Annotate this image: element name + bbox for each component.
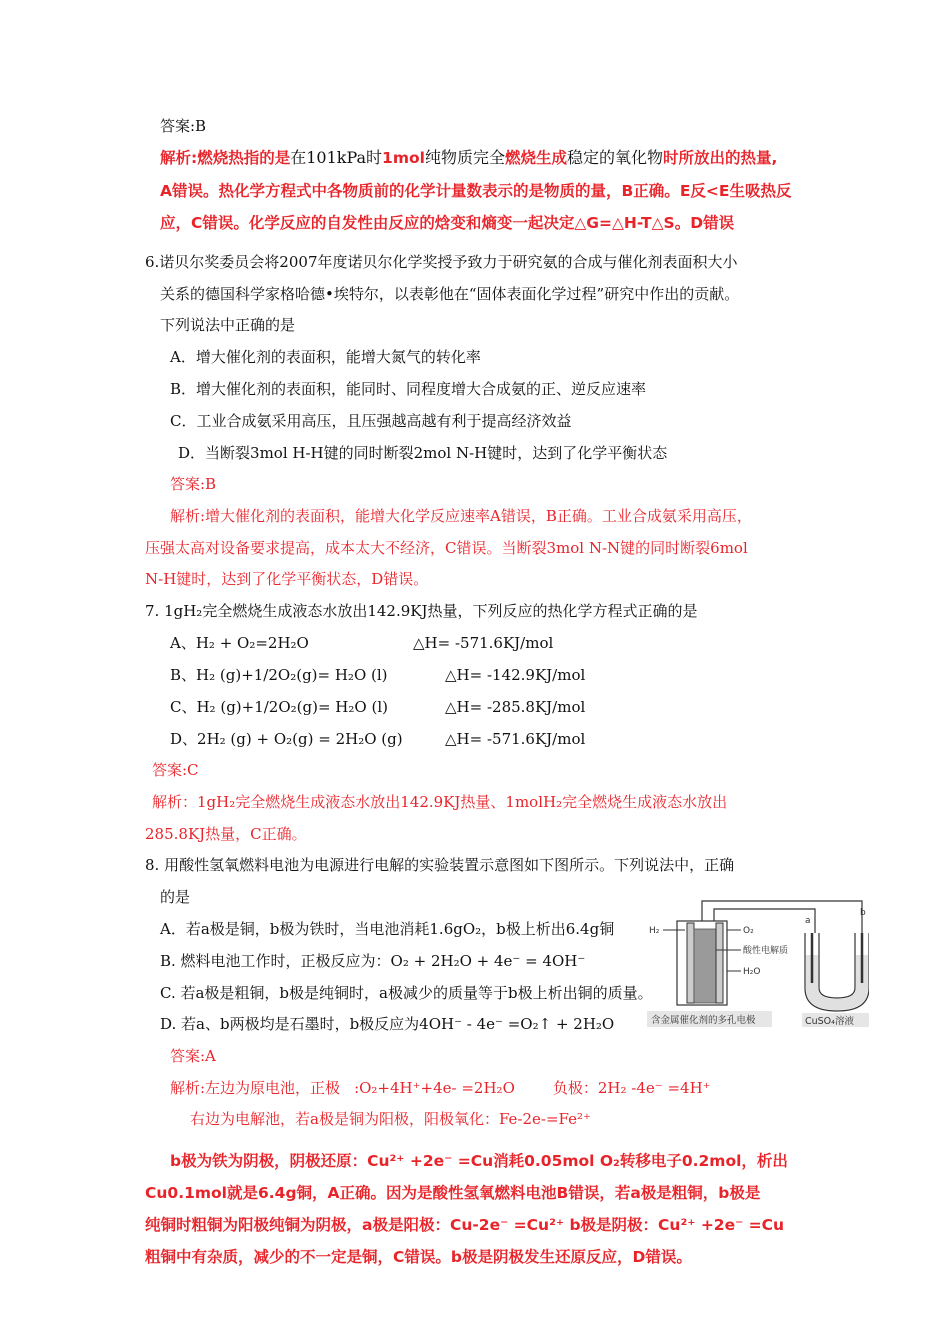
q8-explanation-line4: Cu0.1mol就是6.4g铜，A正确。因为是酸性氢氧燃料电池B错误，若a极是粗铜，b极是 [145, 1184, 761, 1202]
q7-option-b-dh: △H= -142.9KJ/mol [445, 666, 586, 684]
q7-option-b: B、H₂ (g)+1/2O₂(g)= H₂O (l) [170, 666, 388, 684]
q5-expl-seg-e: 燃烧生成 [504, 149, 567, 167]
electrolyte-region [694, 929, 716, 1003]
q8-answer: 答案:A [170, 1047, 216, 1065]
caption-right: CuSO₄溶液 [805, 1016, 854, 1027]
q5-explanation-line3: 应，C错误。化学反应的自发性由反应的焓变和熵变一起决定△G=△H-T△S。D错误 [160, 214, 735, 232]
caption-left: 含金属催化剂的多孔电极 [651, 1015, 756, 1026]
q6-option-c: C．工业合成氨采用高压，且压强越高越有利于提高经济效益 [170, 412, 572, 430]
q6-option-b: B．增大催化剂的表面积，能同时、同程度增大合成氨的正、逆反应速率 [170, 380, 647, 398]
q5-expl-seg-f: 稳定的氧化物 [566, 148, 663, 167]
q8-explanation-line1 [170, 1078, 711, 1098]
q5-explanation-line2: A错误。热化学方程式中各物质前的化学计量数表示的是物质的量，B正确。E反<E生吸热反 [160, 182, 792, 200]
label-electrolyte: 酸性电解质 [743, 946, 789, 956]
q8-explanation-line5: 纯铜时粗铜为阳极纯铜为阴极，a极是阳极：Cu-2e⁻ =Cu²⁺ b极是阴极：Cu²⁺ +2e⁻ =Cu [145, 1216, 785, 1234]
q6-answer: 答案:B [170, 475, 217, 493]
q8-explanation-line2: 右边为电解池，若a极是铜为阳极，阳极氧化：Fe-2e-=Fe²⁺ [190, 1110, 591, 1128]
q6-stem-line2: 关系的德国科学家格哈德•埃特尔，以表彰他在“固体表面化学过程”研究中作出的贡献。 [160, 285, 740, 303]
q5-expl-seg-d: 纯物质完全 [424, 148, 505, 167]
q5-expl-seg-b: 在101kPa时 [290, 148, 383, 167]
q6-explanation-line1: 解析:增大催化剂的表面积，能增大化学反应速率A错误，B正确。工业合成氨采用高压， [170, 507, 752, 525]
electrolysis-apparatus-diagram [647, 893, 869, 1028]
q7-answer: 答案:C [152, 761, 199, 779]
label-h2o: H₂O [743, 967, 761, 977]
q8-explanation-line6: 粗铜中有杂质，减少的不一定是铜，C错误。b极是阴极发生还原反应，D错误。 [145, 1248, 692, 1266]
q5-expl-seg-g: 时所放出的热量, [662, 149, 778, 167]
q7-explanation-line1: 解析：1gH₂完全燃烧生成液态水放出142.9KJ热量、1molH₂完全燃烧生成液态水放出 [152, 793, 728, 811]
q8-explanation-line3: b极为铁为阴极，阴极还原：Cu²⁺ +2e⁻ =Cu消耗0.05mol O₂转移电子0.2mol，析出 [170, 1152, 788, 1170]
q5-expl-seg-a: 解析:燃烧热指的是 [160, 149, 291, 167]
q7-option-c: C、H₂ (g)+1/2O₂(g)= H₂O (l) [170, 698, 388, 716]
q6-explanation-line2: 压强太高对设备要求提高，成本太大不经济，C错误。当断裂3mol N-N键的同时断裂6mol [145, 539, 748, 557]
q8-stem-line2: 的是 [160, 888, 191, 906]
q5-expl-seg-c: 1mol [382, 149, 425, 167]
q5-explanation-line1 [160, 148, 777, 168]
anode-electrode [687, 923, 694, 1003]
label-b: b [860, 908, 866, 918]
q6-stem-line3: 下列说法中正确的是 [160, 316, 296, 334]
q5-answer: 答案:B [160, 117, 207, 135]
cuso4-solution [806, 955, 868, 1010]
label-o2: O₂ [743, 926, 754, 936]
q8-expl-seg-b: :O₂+4H⁺+4e- =2H₂O [354, 1079, 515, 1097]
q8-option-c: C. 若a极是粗铜，b极是纯铜时，a极减少的质量等于b极上析出铜的质量。 [160, 984, 653, 1002]
label-a: a [805, 916, 811, 926]
q7-option-d: D、2H₂ (g) + O₂(g) = 2H₂O (g) [170, 730, 403, 748]
q8-stem-line1: 8. 用酸性氢氧燃料电池为电源进行电解的实验装置示意图如下图所示。下列说法中，正确 [145, 856, 735, 874]
q6-explanation-line3: N-H键时，达到了化学平衡状态，D错误。 [145, 570, 429, 588]
cathode-electrode [716, 923, 723, 1003]
q7-option-c-dh: △H= -285.8KJ/mol [445, 698, 586, 716]
q8-option-b: B. 燃料电池工作时，正极反应为：O₂ + 2H₂O + 4e⁻ = 4OH⁻ [160, 952, 586, 970]
q7-explanation-line2: 285.8KJ热量，C正确。 [145, 825, 307, 843]
q8-option-a: A．若a极是铜，b极为铁时，当电池消耗1.6gO₂，b极上析出6.4g铜 [160, 920, 615, 938]
q6-option-d: D．当断裂3mol H-H键的同时断裂2mol N-H键时，达到了化学平衡状态 [178, 444, 668, 462]
q7-option-a: A、H₂ + O₂=2H₂O [170, 634, 309, 652]
q7-option-a-dh: △H= -571.6KJ/mol [413, 634, 554, 652]
q8-expl-seg-c: 负极：2H₂ -4e⁻ =4H⁺ [552, 1079, 711, 1097]
q6-stem-line1: 6.诺贝尔奖委员会将2007年度诺贝尔化学奖授予致力于研究氨的合成与催化剂表面积大小 [145, 253, 738, 271]
q6-option-a: A．增大催化剂的表面积，能增大氮气的转化率 [170, 348, 481, 366]
q8-expl-seg-a: 解析:左边为原电池，正极 [170, 1079, 341, 1097]
q8-option-d: D. 若a、b两极均是石墨时，b极反应为4OH⁻ - 4e⁻ =O₂↑ + 2H₂O [160, 1015, 615, 1033]
q7-stem: 7. 1gH₂完全燃烧生成液态水放出142.9KJ热量，下列反应的热化学方程式正确的是 [145, 602, 698, 620]
label-h2: H₂ [649, 926, 660, 936]
q7-option-d-dh: △H= -571.6KJ/mol [445, 730, 586, 748]
